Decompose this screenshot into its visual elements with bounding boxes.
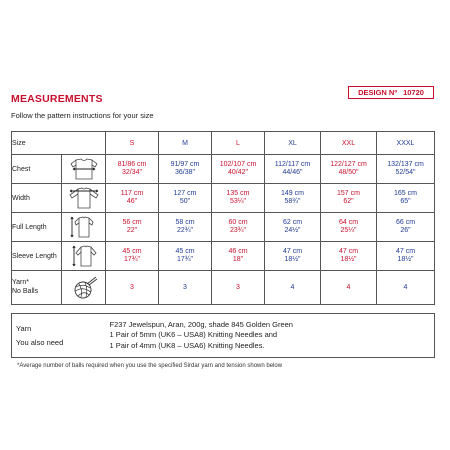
chest-xl: 112/117 cm 44/46" bbox=[265, 155, 321, 184]
chest-xxxl: 132/137 cm 52/54" bbox=[377, 155, 435, 184]
yarn-balls-label: Yarn* No Balls bbox=[12, 271, 62, 305]
size-s: S bbox=[106, 132, 159, 155]
sleeve-l: 46 cm 18" bbox=[212, 242, 265, 271]
size-l: L bbox=[212, 132, 265, 155]
measurements-table bbox=[11, 131, 435, 305]
length-xl: 62 cm 24½" bbox=[265, 213, 321, 242]
length-measure-icon bbox=[62, 213, 106, 242]
table-row bbox=[12, 213, 435, 242]
page-title: MEASUREMENTS bbox=[11, 93, 103, 105]
balls-xxl: 4 bbox=[321, 271, 377, 305]
length-xxxl: 66 cm 26" bbox=[377, 213, 435, 242]
table-header-row bbox=[12, 132, 435, 155]
row-label: Chest bbox=[12, 155, 62, 184]
row-label: Full Length bbox=[12, 213, 62, 242]
sleeve-s: 45 cm 17¾" bbox=[106, 242, 159, 271]
row-label: Sleeve Length bbox=[12, 242, 62, 271]
balls-xxxl: 4 bbox=[377, 271, 435, 305]
size-xxxl: XXXL bbox=[377, 132, 435, 155]
design-number: 10720 bbox=[403, 88, 424, 97]
sleeve-xxl: 47 cm 18½" bbox=[321, 242, 377, 271]
sleeve-measure-icon bbox=[62, 242, 106, 271]
balls-m: 3 bbox=[159, 271, 212, 305]
table-row bbox=[12, 242, 435, 271]
width-xl: 149 cm 58¾" bbox=[265, 184, 321, 213]
balls-l: 3 bbox=[212, 271, 265, 305]
table-row bbox=[12, 184, 435, 213]
width-s: 117 cm 46" bbox=[106, 184, 159, 213]
length-s: 56 cm 22" bbox=[106, 213, 159, 242]
balls-s: 3 bbox=[106, 271, 159, 305]
width-measure-icon bbox=[62, 184, 106, 213]
yarn-value: F237 Jewelspun, Aran, 200g, shade 845 Golden Green bbox=[109, 319, 293, 329]
yarn-ball-icon bbox=[62, 271, 106, 305]
width-xxl: 157 cm 62" bbox=[321, 184, 377, 213]
table-row bbox=[12, 271, 435, 305]
chest-measure-icon bbox=[62, 155, 106, 184]
sleeve-xl: 47 cm 18½" bbox=[265, 242, 321, 271]
size-m: M bbox=[159, 132, 212, 155]
sleeve-m: 45 cm 17¾" bbox=[159, 242, 212, 271]
info-values bbox=[106, 314, 435, 358]
info-labels bbox=[12, 314, 106, 358]
design-label: DESIGN Nº bbox=[358, 88, 398, 97]
yarn-label: Yarn bbox=[16, 323, 32, 333]
chest-l: 102/107 cm 40/42" bbox=[212, 155, 265, 184]
sleeve-xxxl: 47 cm 18½" bbox=[377, 242, 435, 271]
footnote: *Average number of balls required when you use the specified Sirdar yarn and tension shown below bbox=[17, 363, 283, 369]
balls-xl: 4 bbox=[265, 271, 321, 305]
size-xxl: XXL bbox=[321, 132, 377, 155]
needles-line-1: 1 Pair of 5mm (UK6 – USA8) Knitting Needles and bbox=[109, 330, 278, 340]
chest-xxl: 122/127 cm 48/50" bbox=[321, 155, 377, 184]
width-l: 135 cm 53¼" bbox=[212, 184, 265, 213]
width-xxxl: 165 cm 65" bbox=[377, 184, 435, 213]
needles-label: You also need bbox=[16, 337, 64, 347]
table-row bbox=[12, 155, 435, 184]
length-l: 60 cm 23¾" bbox=[212, 213, 265, 242]
size-xl: XL bbox=[265, 132, 321, 155]
length-m: 58 cm 22¾" bbox=[159, 213, 212, 242]
width-m: 127 cm 50" bbox=[159, 184, 212, 213]
instructions-text: Follow the pattern instructions for your size bbox=[11, 111, 154, 120]
design-number-badge bbox=[348, 86, 434, 99]
chest-m: 91/97 cm 36/38" bbox=[159, 155, 212, 184]
length-xxl: 64 cm 25¼" bbox=[321, 213, 377, 242]
row-label: Width bbox=[12, 184, 62, 213]
yarn-needles-table bbox=[11, 313, 435, 358]
needles-line-2: 1 Pair of 4mm (UK8 – USA6) Knitting Needles. bbox=[109, 340, 265, 350]
chest-s: 81/86 cm 32/34" bbox=[106, 155, 159, 184]
size-header: Size bbox=[12, 132, 106, 155]
